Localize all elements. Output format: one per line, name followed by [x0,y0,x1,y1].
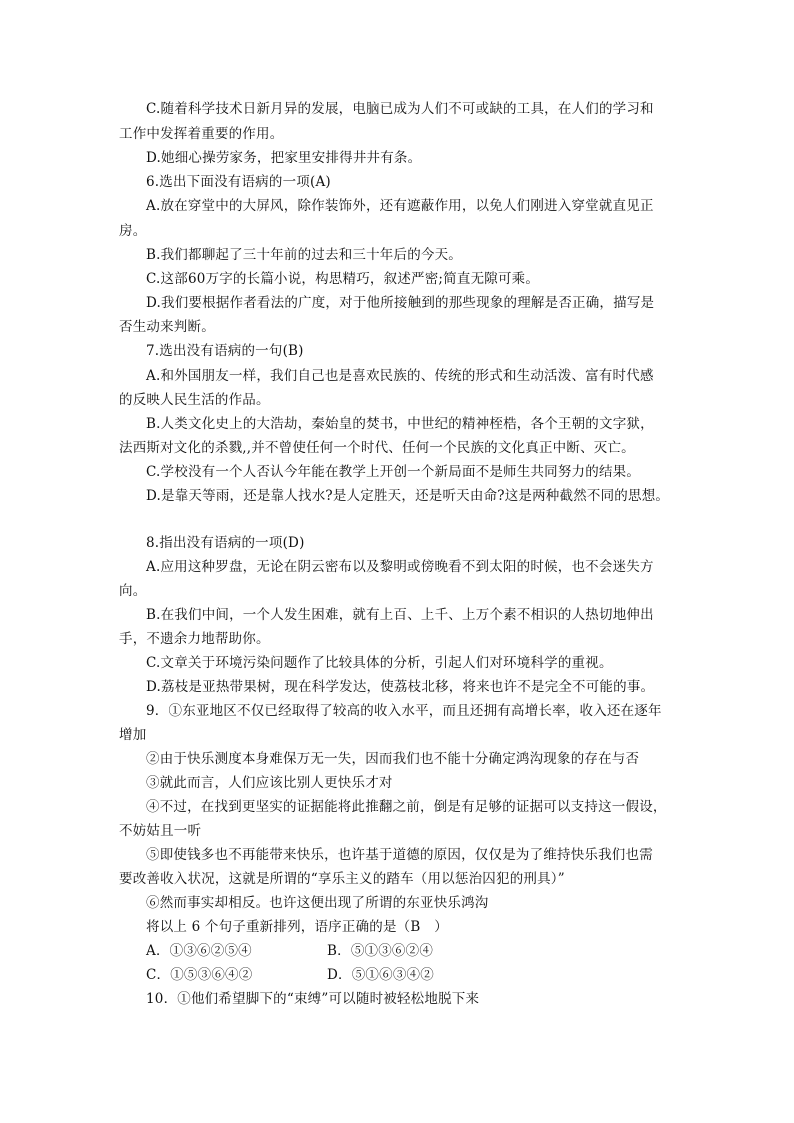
text-line: 房。 [119,223,147,239]
question-heading: 8.指出没有语病的一项(D) [146,535,305,551]
text-line: ④不过，在找到更坚实的证据能将此推翻之前，倒是有足够的证据可以支持这一假设， [146,799,667,815]
question-heading: 7.选出没有语病的一句(B) [146,343,304,359]
option-b: B．⑤①③⑥②④ [327,943,434,959]
text-line: A.放在穿堂中的大屏风，除作装饰外，还有遮蔽作用，以免人们刚进入穿堂就直见正 [146,198,654,214]
text-line: 增加 [119,727,147,743]
text-line: ②由于快乐测度本身难保万无一失，因而我们也不能十分确定鸿沟现象的存在与否 [146,751,640,767]
question-heading: 6.选出下面没有语病的一项(A) [146,174,331,190]
text-line: C.这部60万字的长篇小说，构思精巧，叙述严密;简直无隙可乘。 [146,271,540,287]
text-line: B.在我们中间，一个人发生困难，就有上百、上千、上万个素不相识的人热切地伸出 [146,607,654,623]
question-heading: 10．①他们希望脚下的“束缚”可以随时被轻松地脱下来 [146,991,480,1007]
text-line: C.学校没有一个人否认今年能在教学上开创一个新局面不是师生共同努力的结果。 [146,464,641,480]
option-a: A．①③⑥②⑤④ [146,943,252,959]
text-line: 法西斯对文化的杀戮,,并不曾使任何一个时代、任何一个民族的文化真正中断、灭亡。 [119,440,635,456]
options-row [146,941,252,961]
text-line: 的反映人民生活的作品。 [119,392,270,408]
option-c: C．①⑤③⑥④② [146,967,253,983]
text-line: 将以上 6 个句子重新排列，语序正确的是（B ） [146,919,448,935]
text-line: D.她细心操劳家务，把家里安排得井井有条。 [146,150,422,166]
text-line: ③就此而言，人们应该比别人更快乐才对 [146,775,393,791]
text-line: 要改善收入状况，这就是所谓的“享乐主义的踏车（用以惩治囚犯的刑具）” [119,871,565,887]
text-line: ⑤即使钱多也不再能带来快乐，也许基于道德的原因，仅仅是为了维持快乐我们也需 [146,847,653,863]
text-line: ⑥然而事实却相反。也许这便出现了所谓的东亚快乐鸿沟 [146,895,489,911]
text-line: D.我们要根据作者看法的广度，对于他所接触到的那些现象的理解是否正确，描写是 [146,295,655,311]
question-heading: 9．①东亚地区不仅已经取得了较高的收入水平，而且还拥有高增长率，收入还在逐年 [146,703,662,719]
options-row [146,965,252,985]
text-line: B.人类文化史上的大浩劫，秦始皇的焚书，中世纪的精神桎梏，各个王朝的文字狱， [146,416,654,432]
text-line: C.随着科学技术日新月异的发展，电脑已成为人们不可或缺的工具，在人们的学习和 [146,101,654,117]
text-line: 向。 [119,583,147,599]
text-line: C.文章关于环境污染问题作了比较具体的分析，引起人们对环境科学的重视。 [146,655,613,671]
text-line: B.我们都聊起了三十年前的过去和三十年后的今天。 [146,247,463,263]
text-line: 否生动来判断。 [119,319,215,335]
text-line: A.和外国朋友一样，我们自己也是喜欢民族的、传统的形式和生动活泼、富有时代感 [146,368,654,384]
text-line: 不妨姑且一听 [119,823,202,839]
text-line: D.荔枝是亚热带果树，现在科学发达，使荔枝北移，将来也许不是完全不可能的事。 [146,679,655,695]
text-line: A.应用这种罗盘，无论在阴云密布以及黎明或傍晚看不到太阳的时候，也不会迷失方 [146,559,654,575]
option-d: D．⑤①⑥③④② [327,967,434,983]
text-line: 工作中发挥着重要的作用。 [119,126,284,142]
text-line: 手，不遗余力地帮助你。 [119,631,270,647]
text-line: D.是靠天等雨，还是靠人找水?是人定胜天，还是听天由命?这是两种截然不同的思想。 [146,488,670,504]
